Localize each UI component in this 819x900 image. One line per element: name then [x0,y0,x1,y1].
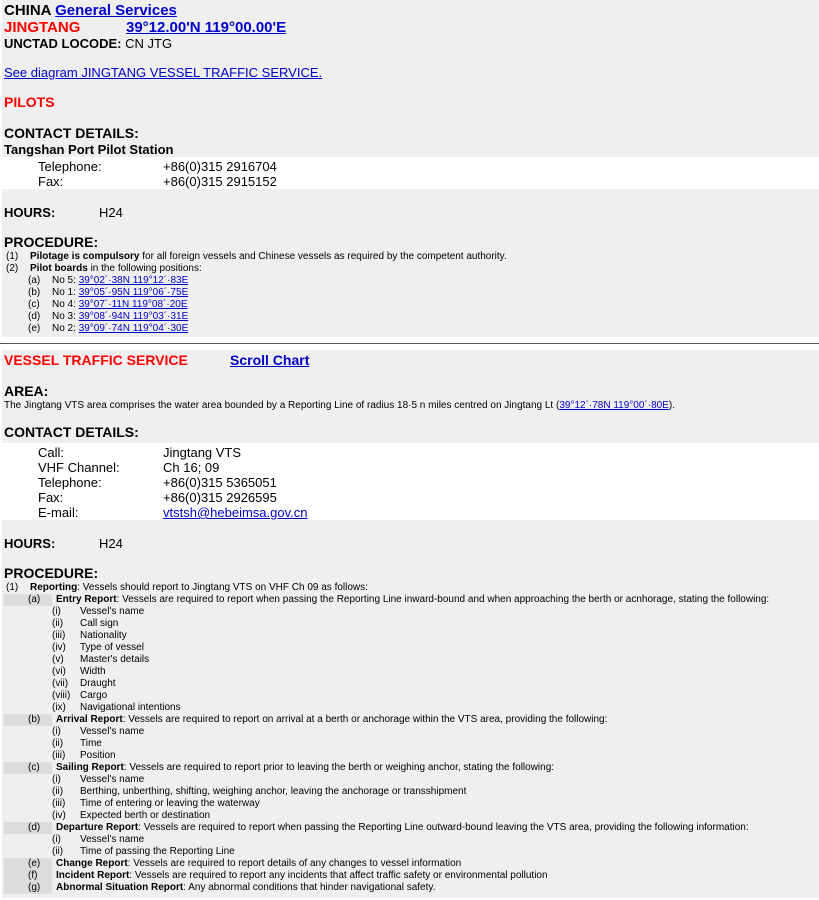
pilotage-compulsory: Pilotage is compulsory [30,251,140,262]
boarding-entry [52,275,188,287]
procedure-text: for all foreign vessels and Chinese vessels as required by the competent authority. [139,251,507,262]
subitem-text: Vessel's name [80,726,145,737]
pilots-hours-block [2,189,819,337]
subitem-number: (i) [52,606,61,617]
report-text: : Vessels are required to report prior to leaving the berth or weighing anchor, stating the following: [123,762,555,773]
subitem-number: (vii) [52,678,69,689]
vts-title-row [4,352,819,369]
report-list [4,594,819,894]
subitem-text: Time of entering or leaving the waterway [80,798,260,809]
hours-label: HOURS: [4,205,56,220]
report-text: : Vessels are required to report any incidents that affect traffic safety or environmental pollution [129,870,548,881]
pilots-contact-heading: CONTACT DETAILS: [4,125,139,141]
report-subitem [4,702,819,714]
report-name: Incident Report [56,870,130,881]
pilots-hours [4,205,819,220]
pilot-boarding-item [4,287,819,299]
report-subitem [4,834,819,846]
pilots-procedure-1 [4,251,819,263]
item-number: (2) [6,263,19,274]
report-subitem [4,654,819,666]
country-line [4,2,819,19]
report-subitem [4,678,819,690]
pilot-boarding-item [4,323,819,335]
report-entry [52,594,769,606]
subitem-number: (ii) [52,738,64,749]
section-divider [0,343,819,344]
item-number: (1) [6,251,19,262]
item-number: (a) [28,275,41,286]
pilots-title: PILOTS [4,94,55,110]
report-item [4,594,819,606]
report-subitem [4,738,819,750]
contact-value: +86(0)315 2926595 [163,490,277,505]
locode-line [4,36,819,51]
port-name: JINGTANG [4,19,81,36]
item-number: (g) [4,882,52,894]
hours-value: H24 [99,205,123,220]
subitem-text: Navigational intentions [80,702,181,713]
vts-contact-row [2,445,307,460]
report-subitem [4,810,819,822]
procedure-text: : Vessels should report to Jingtang VTS on VHF Ch 09 as follows: [77,582,368,593]
vts-contact-row [2,490,307,505]
pilot-boards: Pilot boards [30,263,88,274]
pilots-procedure-heading: PROCEDURE: [4,234,99,250]
report-name: Sailing Report [56,762,124,773]
subitem-number: (iii) [52,798,66,809]
report-text: : Vessels are required to report when passing the Reporting Line outward-bound leaving the VTS area, providing the following information: [138,822,749,833]
report-subitem [4,630,819,642]
boarding-label: No 2: [52,323,79,334]
subitem-number: (v) [52,654,64,665]
port-position-link[interactable]: 39°12.00'N 119°00.00'E [126,19,287,36]
item-number: (b) [28,287,41,298]
item-number: (f) [4,870,52,882]
report-item [4,858,819,870]
item-number: (b) [4,714,52,726]
contact-value: +86(0)315 5365051 [163,475,277,490]
contact-value: +86(0)315 2916704 [163,159,277,174]
report-name: Abnormal Situation Report [56,882,184,893]
report-subitem [4,774,819,786]
subitem-text: Vessel's name [80,774,145,785]
subitem-text: Time [80,738,102,749]
general-services-link[interactable]: General Services [55,2,177,19]
report-subitem [4,798,819,810]
pilots-contact-row [2,174,277,189]
boarding-position-link[interactable]: 39°02´·38N 119°12´·83E [78,275,189,286]
pilot-boarding-item [4,299,819,311]
boarding-label: No 5: [52,275,79,286]
vts-section [2,350,819,443]
subitem-text: Master's details [80,654,150,665]
boarding-label: No 3: [52,311,79,322]
subitem-text: Time of passing the Reporting Line [80,846,235,857]
scroll-chart-link[interactable]: Scroll Chart [230,352,310,368]
boarding-entry [52,311,188,323]
subitem-text: Nationality [80,630,127,641]
procedure-text: in the following positions: [87,263,202,274]
report-subitem [4,786,819,798]
subitem-number: (iv) [52,810,66,821]
subitem-text: Expected berth or destination [80,810,211,821]
subitem-text: Vessel's name [80,606,145,617]
vts-contact-row [2,505,307,520]
subitem-number: (iii) [52,750,66,761]
boarding-position-link[interactable]: 39°08´·94N 119°03´·31E [78,311,189,322]
reporting-label: Reporting [30,582,78,593]
item-number: (e) [4,858,52,870]
vts-title: VESSEL TRAFFIC SERVICE [4,352,188,368]
report-item [4,822,819,834]
subitem-text: Cargo [80,690,108,701]
country-name: CHINA [4,2,51,19]
report-text: : Vessels are required to report on arrival at a berth or anchorage within the VTS area, providing the following: [122,714,608,725]
contact-value: Ch 16; 09 [163,460,220,475]
report-item [4,870,819,882]
subitem-text: Draught [80,678,116,689]
report-entry [52,714,607,726]
subitem-text: Width [80,666,106,677]
pilots-contact-row [2,159,277,174]
item-number: (a) [4,594,52,606]
locode-label: UNCTAD LOCODE: [4,36,122,51]
vts-contact-row [2,475,307,490]
item-number: (e) [28,323,41,334]
port-line [4,19,819,36]
subitem-number: (ii) [52,618,64,629]
report-subitem [4,642,819,654]
vts-hours [4,536,819,551]
boarding-entry [52,299,188,311]
pilot-boarding-item [4,275,819,287]
report-name: Change Report [56,858,128,869]
report-entry [52,870,548,882]
item-number: (d) [4,822,52,834]
contact-label: Call: [38,445,65,460]
boarding-position-link[interactable]: 39°05´·95N 119°06´·75E [78,287,189,298]
boarding-position-link[interactable]: 39°07´·11N 119°08´·20E [78,299,188,310]
subitem-text: Call sign [80,618,119,629]
area-text [4,400,819,412]
vts-contact-table [2,445,307,520]
report-subitem [4,690,819,702]
subitem-number: (vi) [52,666,66,677]
boarding-entry [52,287,188,299]
subitem-text: Vessel's name [80,834,145,845]
vts-procedure-block [2,520,819,898]
boarding-label: No 4: [52,299,79,310]
report-entry [52,882,435,894]
subitem-text: Type of vessel [80,642,144,653]
contact-value: +86(0)315 2915152 [163,174,277,189]
item-number: (1) [6,582,19,593]
diagram-link[interactable]: See diagram JINGTANG VESSEL TRAFFIC SERVICE. [4,65,323,80]
email-label: E-mail: [38,505,79,520]
email-link[interactable]: vtstsh@hebeimsa.gov.cn [163,505,308,520]
pilot-boarding-item [4,311,819,323]
report-name: Entry Report [56,594,117,605]
subitem-number: (ii) [52,846,64,857]
vts-contact-heading: CONTACT DETAILS: [4,424,139,440]
vts-contact-row [2,460,307,475]
report-entry [52,762,554,774]
pilots-contact-table [2,159,277,189]
locode-value: CN JTG [125,36,173,51]
subitem-text: Position [80,750,116,761]
boarding-entry [52,323,188,335]
hours-label: HOURS: [4,536,56,551]
contact-label: Telephone: [38,475,102,490]
area-end: ). [668,400,675,411]
subitem-number: (iv) [52,642,66,653]
report-subitem [4,846,819,858]
hours-value: H24 [99,536,123,551]
vts-procedure-heading: PROCEDURE: [4,565,99,581]
boarding-label: No 1: [52,287,79,298]
report-item [4,714,819,726]
subitem-text: Berthing, unberthing, shifting, weighing anchor, leaving the anchorage or transshipment [80,786,467,797]
boarding-position-link[interactable]: 39°09´·74N 119°04´·30E [78,323,189,334]
report-text: : Any abnormal conditions that hinder navigational safety. [183,882,436,893]
vts-procedure-1 [4,582,819,594]
subitem-number: (i) [52,774,61,785]
subitem-number: (ii) [52,786,64,797]
report-subitem [4,666,819,678]
item-number: (d) [28,311,41,322]
report-text: : Vessels are required to report when passing the Reporting Line inward-bound and when approaching the berth or acnhorage, stating the following: [116,594,770,605]
subitem-number: (i) [52,726,61,737]
report-subitem [4,606,819,618]
subitem-number: (ix) [52,702,66,713]
report-text: : Vessels are required to report details of any changes to vessel information [127,858,462,869]
pilot-station-name: Tangshan Port Pilot Station [4,142,174,157]
contact-label: Fax: [38,174,64,189]
report-name: Departure Report [56,822,139,833]
report-subitem [4,618,819,630]
area-description: The Jingtang VTS area comprises the water area bounded by a Reporting Line of radius 18·5 n miles centred on Jingtang Lt ( [4,400,560,411]
contact-value: Jingtang VTS [163,445,242,460]
subitem-number: (viii) [52,690,71,701]
area-position-link[interactable]: 39°12´·78N 119°00´·80E [559,400,669,411]
contact-label: Fax: [38,490,64,505]
contact-label: VHF Channel: [38,460,120,475]
report-item [4,762,819,774]
pilot-boarding-list [4,275,819,335]
report-entry [52,822,749,834]
area-heading: AREA: [4,383,49,399]
port-header [2,0,819,157]
report-subitem [4,726,819,738]
pilots-procedure-2 [4,263,819,275]
report-item [4,882,819,894]
contact-label: Telephone: [38,159,102,174]
report-entry [52,858,461,870]
subitem-number: (iii) [52,630,66,641]
subitem-number: (i) [52,834,61,845]
report-subitem [4,750,819,762]
item-number: (c) [4,762,52,774]
item-number: (c) [28,299,40,310]
report-name: Arrival Report [56,714,123,725]
